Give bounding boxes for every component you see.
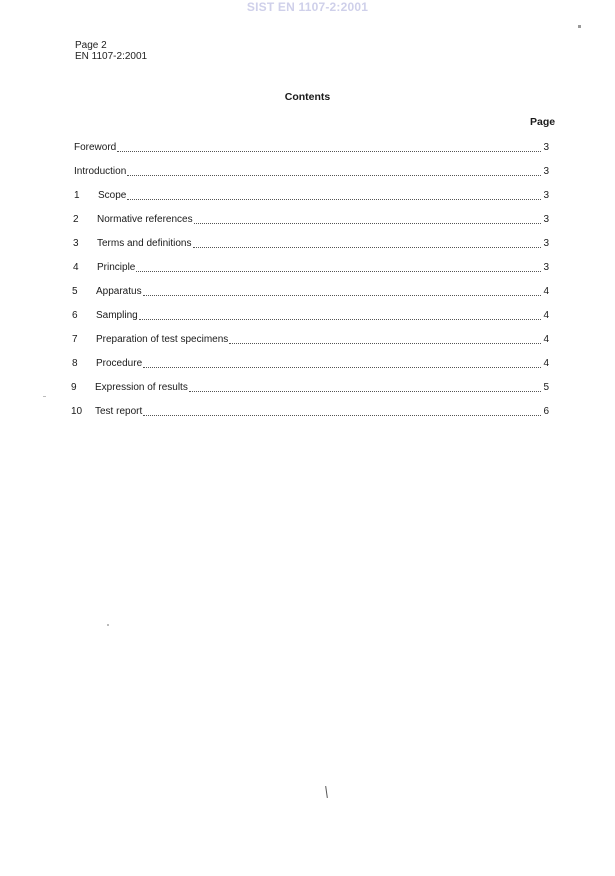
toc-entry-page: 5 [543, 382, 549, 393]
toc-entry-number: 1 [74, 190, 80, 201]
toc-entry-scope[interactable] [74, 189, 549, 203]
dot-leader [143, 414, 541, 416]
standard-id: EN 1107-2:2001 [75, 51, 148, 62]
toc-entry-sampling[interactable] [72, 309, 549, 323]
toc-entry-normative-references[interactable] [73, 213, 549, 227]
toc-entry-title: Terms and definitions [97, 238, 192, 249]
toc-entry-title: Expression of results [95, 382, 188, 393]
toc-entry-principle[interactable] [73, 261, 549, 275]
toc-entry-number: 10 [71, 406, 83, 417]
page-number: Page 2 [75, 40, 107, 51]
scan-speck [578, 25, 581, 28]
toc-entry-title: Test report [95, 406, 143, 417]
toc-entry-title: Principle [97, 262, 136, 273]
dot-leader [229, 342, 541, 344]
toc-entry-page: 3 [543, 214, 549, 225]
dot-leader [139, 318, 541, 320]
toc-entry-page: 6 [543, 406, 549, 417]
toc-entry-page: 3 [543, 238, 549, 249]
toc-entry-page: 4 [543, 286, 549, 297]
toc-entry-number: 7 [72, 334, 78, 345]
toc-entry-number: 5 [72, 286, 78, 297]
toc-entry-page: 3 [543, 166, 549, 177]
toc-entry-apparatus[interactable] [72, 285, 549, 299]
toc-entry-title: Foreword [74, 142, 117, 153]
toc-entry-title: Apparatus [96, 286, 142, 297]
toc-entry-page: 3 [543, 190, 549, 201]
toc-entry-expression-of-results[interactable] [71, 381, 549, 395]
dot-leader [194, 222, 541, 224]
page-column-label: Page [530, 116, 556, 128]
toc-entry-page: 4 [543, 358, 549, 369]
dot-leader [143, 366, 541, 368]
toc-entry-number: 3 [73, 238, 79, 249]
dot-leader [136, 270, 541, 272]
toc-entry-title: Procedure [96, 358, 143, 369]
toc-entry-terms-and-definitions[interactable] [73, 237, 549, 251]
dot-leader [143, 294, 541, 296]
dot-leader [127, 174, 541, 176]
toc-entry-foreword[interactable] [74, 141, 549, 155]
toc-entry-page: 4 [543, 334, 549, 345]
scan-speck [43, 396, 46, 397]
toc-entry-test-report[interactable] [71, 405, 549, 419]
toc-entry-title: Normative references [97, 214, 193, 225]
page-header [75, 40, 147, 62]
dot-leader [189, 390, 541, 392]
dot-leader [127, 198, 541, 200]
watermark: SIST EN 1107-2:2001 [246, 0, 369, 14]
toc-entry-title: Sampling [96, 310, 138, 321]
toc-entry-number: 9 [71, 382, 77, 393]
scan-speck [107, 624, 109, 626]
toc-entry-title: Introduction [74, 166, 127, 177]
page-title: Contents [284, 91, 331, 103]
toc-entry-page: 3 [543, 142, 549, 153]
toc-entry-title: Scope [98, 190, 127, 201]
toc-entry-procedure[interactable] [72, 357, 549, 371]
toc-entry-number: 2 [73, 214, 79, 225]
dot-leader [193, 246, 542, 248]
toc-entry-title: Preparation of test specimens [96, 334, 229, 345]
toc-entry-number: 8 [72, 358, 78, 369]
toc-entry-number: 6 [72, 310, 78, 321]
scan-mark [325, 786, 328, 798]
toc-entry-page: 3 [543, 262, 549, 273]
toc-entry-page: 4 [543, 310, 549, 321]
dot-leader [117, 150, 541, 152]
toc-entry-introduction[interactable] [74, 165, 549, 179]
toc-entry-preparation-of-test-specimens[interactable] [72, 333, 549, 347]
toc-entry-number: 4 [73, 262, 79, 273]
